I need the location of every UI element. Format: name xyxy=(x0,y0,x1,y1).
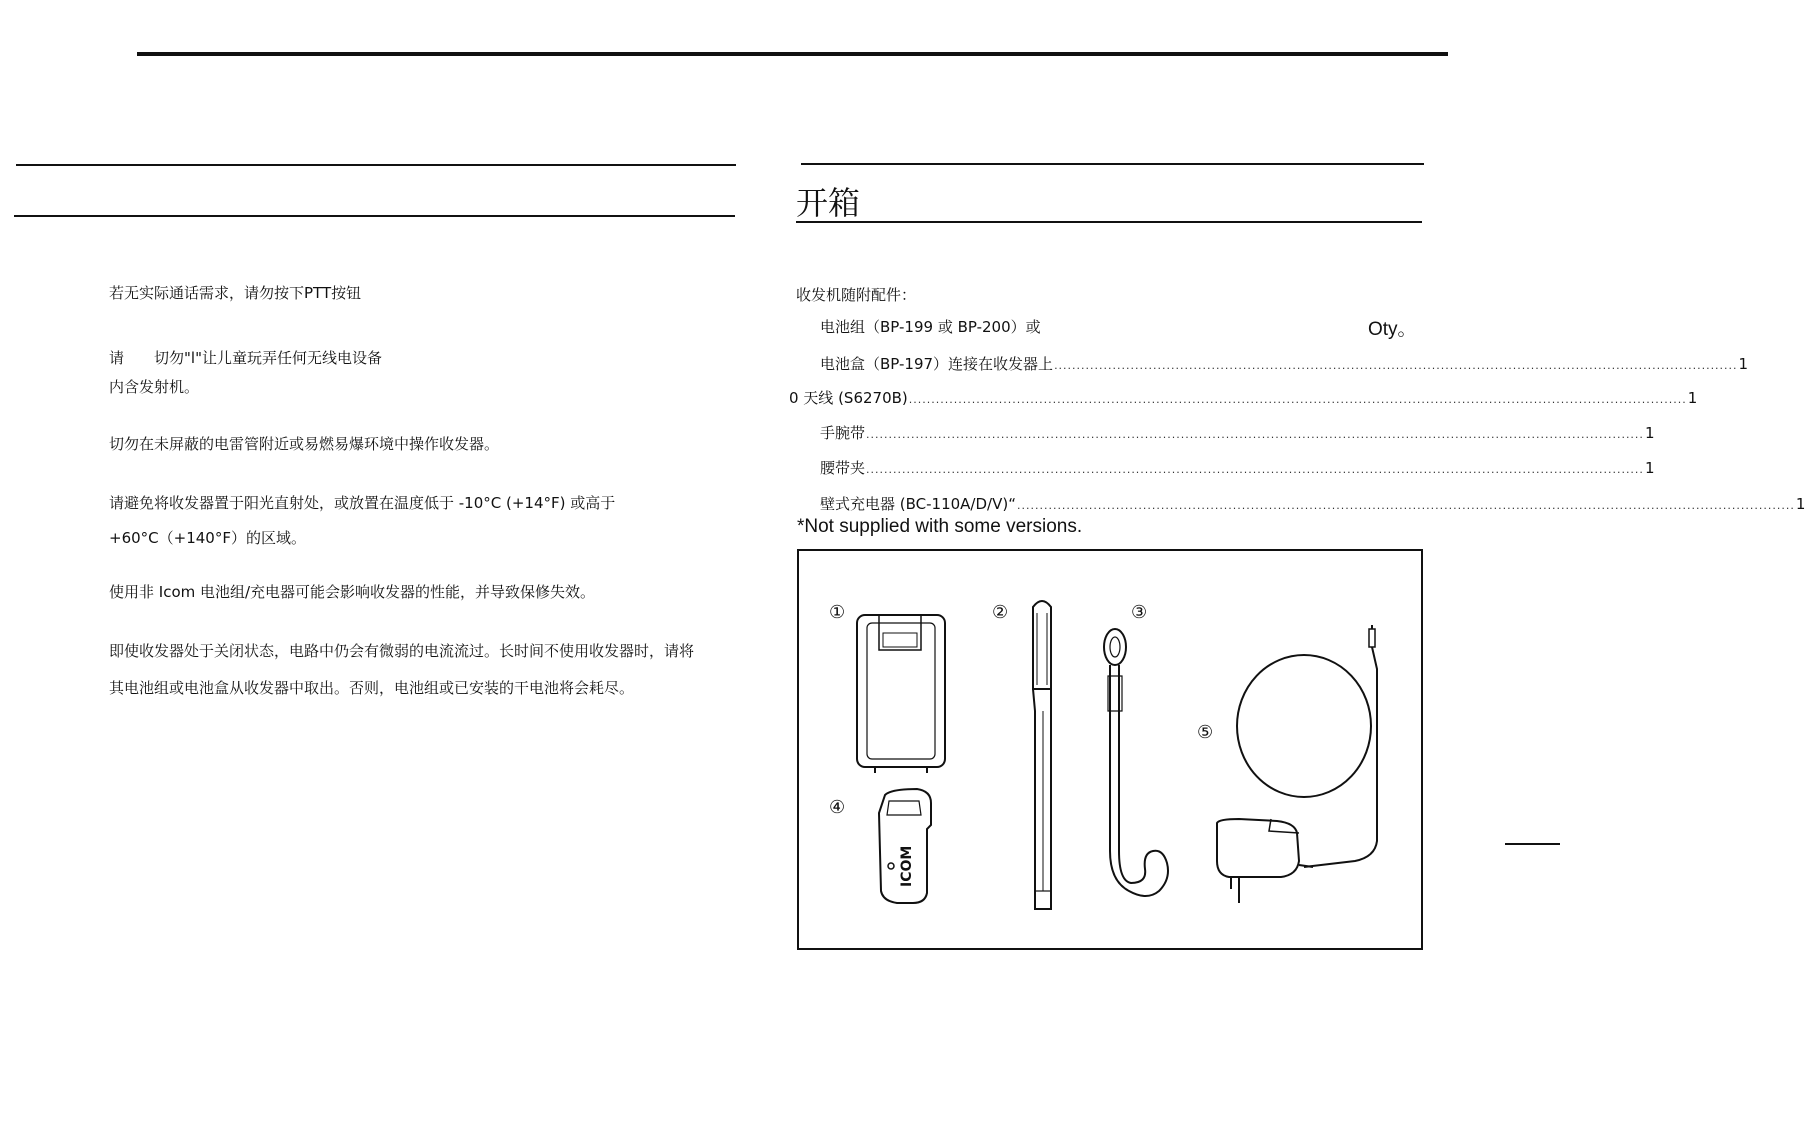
right-title-rule xyxy=(796,221,1422,223)
accessory-qty: 1 xyxy=(1738,355,1749,373)
antenna-drawing xyxy=(1033,601,1051,909)
accessory-label: 壁式充电器 (BC-110A/D/V)“ xyxy=(820,495,1016,513)
safety-paragraph xyxy=(109,633,694,707)
accessories-figure xyxy=(797,549,1423,950)
paragraph-line: +60°C（+140°F）的区域。 xyxy=(109,529,306,547)
paragraph-line: 请 切勿"l"让儿童玩弄任何无线电设备 xyxy=(109,349,382,367)
paragraph-line: 其电池组或电池盒从收发器中取出。否则，电池组或已安装的干电池将会耗尽。 xyxy=(109,679,635,697)
safety-paragraph xyxy=(109,277,361,310)
top-rule xyxy=(137,52,1448,56)
wrist-strap-drawing xyxy=(1104,629,1168,896)
accessory-label: 0 天线 (S6270B) xyxy=(789,389,908,407)
paragraph-line: 切勿在未屏蔽的电雷管附近或易燃易爆环境中操作收发器。 xyxy=(109,435,500,453)
left-upper-rule xyxy=(16,164,736,166)
accessory-qty: 1 xyxy=(1687,389,1698,407)
safety-paragraph xyxy=(109,428,499,461)
accessory-label: 手腕带 xyxy=(820,424,866,442)
accessories-heading: 收发机随附配件： xyxy=(796,286,917,304)
leader-dots: ............................................................................................................................................................................. xyxy=(866,463,1644,476)
leader-dots: ............................................................................................................................................................................. xyxy=(866,428,1644,441)
supply-note: *Not supplied with some versions. xyxy=(797,516,1083,537)
accessory-item xyxy=(820,457,1655,478)
callout-5: ⑤ xyxy=(1197,722,1214,743)
paragraph-line: 内含发射机。 xyxy=(109,378,200,396)
paragraph-line: 使用非 Icom 电池组/充电器可能会影响收发器的性能，并导致保修失效。 xyxy=(109,583,596,601)
callout-1: ① xyxy=(829,602,846,623)
leader-dots: ........................................................................................................................................................ xyxy=(1054,359,1738,372)
safety-paragraph xyxy=(109,576,595,609)
accessory-label: 电池组（BP-199 或 BP-200）或 xyxy=(820,318,1041,336)
left-lower-rule xyxy=(14,215,735,217)
right-upper-rule xyxy=(801,163,1424,165)
accessory-item xyxy=(820,493,1805,514)
paragraph-line: 即使收发器处于关闭状态，电路中仍会有微弱的电流流过。长时间不使用收发器时，请将 xyxy=(109,642,695,660)
paragraph-line: 请避免将收发器置于阳光直射处，或放置在温度低于 -10°C (+14°F) 或高于 xyxy=(109,494,616,512)
accessory-qty: 1 xyxy=(1644,424,1655,442)
accessory-item xyxy=(820,422,1655,443)
accessory-item xyxy=(789,387,1698,408)
leader-dots: ............................................................................................................................................................................. xyxy=(1016,499,1795,512)
accessory-item xyxy=(820,353,1749,374)
edge-tab-rule xyxy=(1505,843,1560,845)
accessory-item xyxy=(820,316,1120,337)
safety-paragraph xyxy=(109,342,382,404)
wall-charger-drawing xyxy=(1217,625,1377,903)
callout-3: ③ xyxy=(1131,602,1148,623)
section-title: 开箱 xyxy=(796,184,861,222)
clip-logo: ICOM xyxy=(899,845,915,887)
accessory-label: 腰带夹 xyxy=(820,459,866,477)
battery-pack-drawing xyxy=(857,615,945,773)
callout-4: ④ xyxy=(829,797,846,818)
callout-2: ② xyxy=(992,602,1009,623)
accessory-qty: 1 xyxy=(1644,459,1655,477)
qty-header: Oty。 xyxy=(1368,319,1417,340)
belt-clip-drawing xyxy=(879,789,931,903)
accessory-label: 电池盒（BP-197）连接在收发器上 xyxy=(820,355,1054,373)
accessories-illustration xyxy=(799,551,1421,948)
leader-dots: ............................................................................................................................................................................. xyxy=(908,393,1687,406)
safety-paragraph xyxy=(109,486,615,556)
accessory-qty: 1 xyxy=(1795,495,1805,513)
paragraph-line: 若无实际通话需求，请勿按下PTT按钮 xyxy=(109,284,362,302)
